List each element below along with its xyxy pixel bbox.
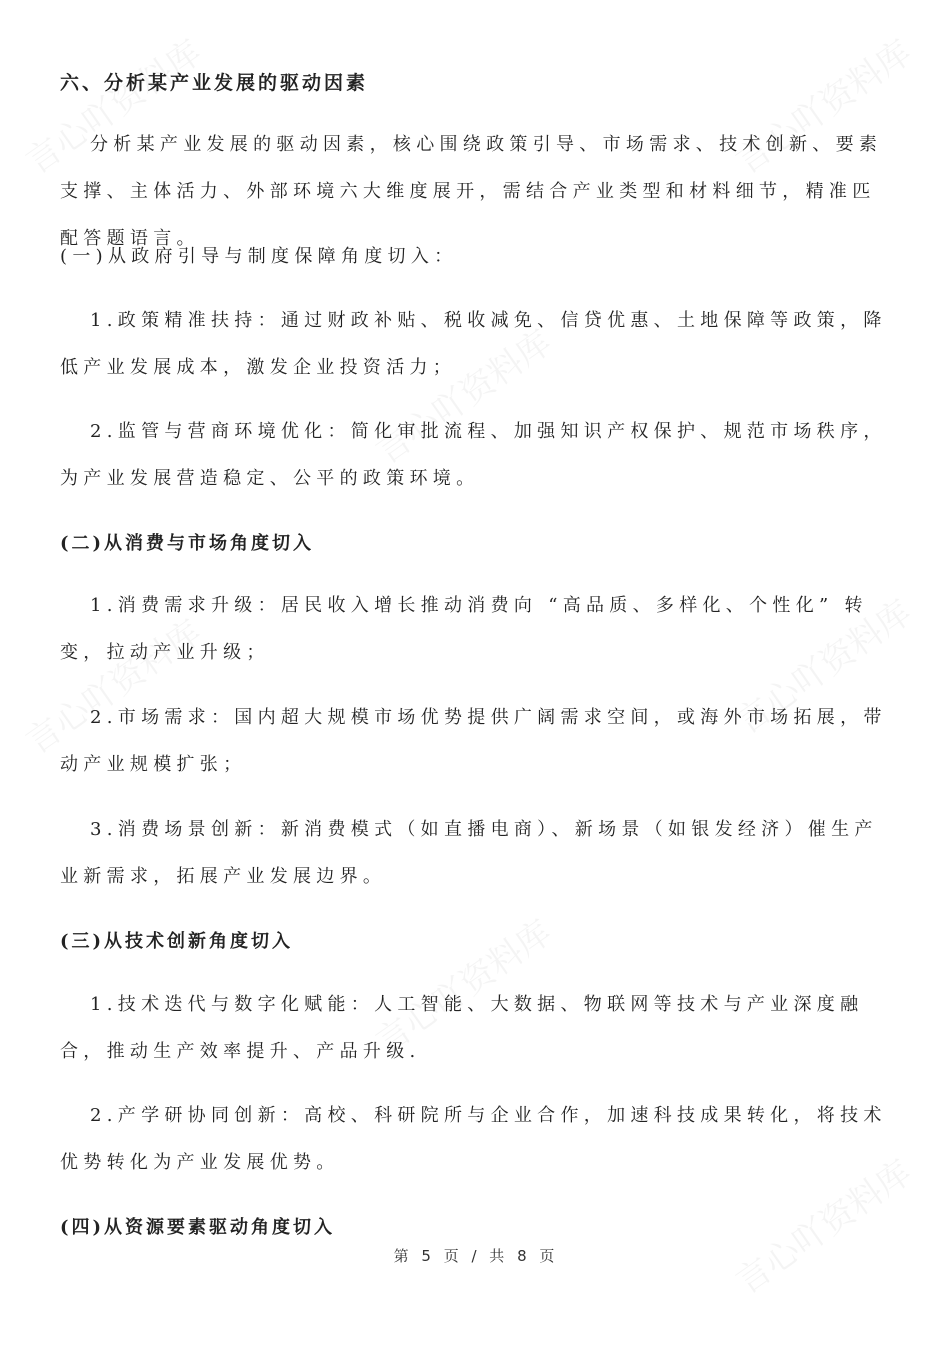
- heading-4: (四)从资源要素驱动角度切入: [60, 1217, 336, 1238]
- heading-1: (一)从政府引导与制度保障角度切入：: [60, 246, 458, 267]
- section-title: 六、分析某产业发展的驱动因素: [60, 72, 369, 94]
- intro-paragraph: 分析某产业发展的驱动因素，核心围绕政策引导、市场需求、技术创新、要素支撑、主体活力、外部环境六大维度展开，需结合产业类型和材料细节，精准匹配答题语言。: [60, 134, 883, 249]
- list-item: 1.技术迭代与数字化赋能：人工智能、大数据、物联网等技术与产业深度融合，推动生产效率提升、产品升级.: [60, 994, 864, 1062]
- list-item: 2.市场需求：国内超大规模市场优势提供广阔需求空间，或海外市场拓展，带动产业规模扩张；: [60, 707, 887, 775]
- list-item: 1.消费需求升级：居民收入增长推动消费向 “高品质、多样化、个性化” 转变，拉动产业升级；: [60, 595, 868, 663]
- list-item: 2.监管与营商环境优化：简化审批流程、加强知识产权保护、规范市场秩序，为产业发展营造稳定、公平的政策环境。: [60, 421, 887, 489]
- list-item: 1.政策精准扶持：通过财政补贴、税收减免、信贷优惠、土地保障等政策，降低产业发展成本，激发企业投资活力；: [60, 310, 887, 378]
- list-item: 3.消费场景创新：新消费模式（如直播电商）、新场景（如银发经济）催生产业新需求，拓展产业发展边界。: [60, 819, 878, 887]
- page-number: 第 5 页 / 共 8 页: [393, 1247, 559, 1265]
- heading-3: (三)从技术创新角度切入: [60, 931, 294, 952]
- list-item: 2.产学研协同创新：高校、科研院所与企业合作，加速科技成果转化，将技术优势转化为产业发展优势。: [60, 1105, 887, 1173]
- heading-2: (二)从消费与市场角度切入: [60, 533, 315, 554]
